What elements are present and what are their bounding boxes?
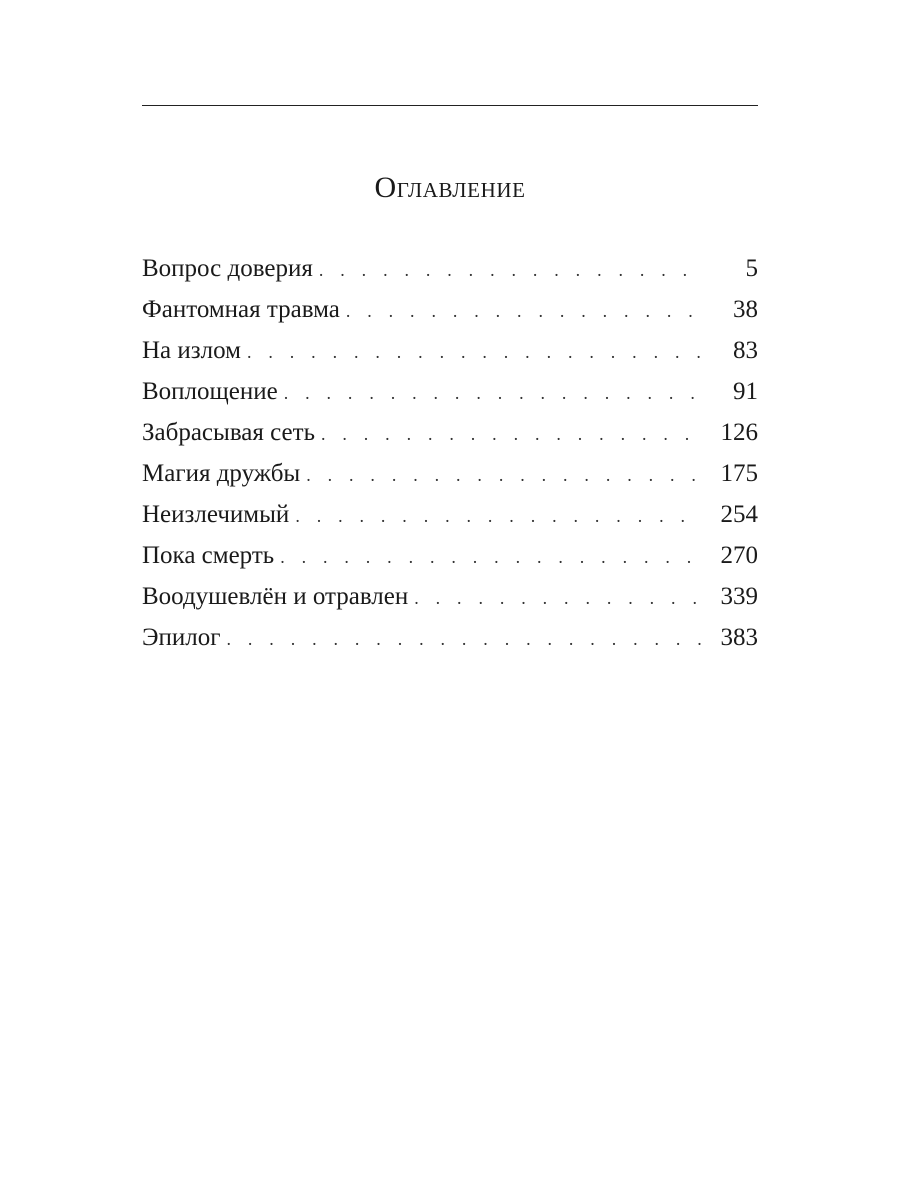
toc-page-number: 83 xyxy=(733,337,758,364)
dot-leader xyxy=(414,578,702,619)
toc-entry-title: Пока смерть xyxy=(142,542,275,569)
toc-entry xyxy=(142,453,758,494)
toc-entry xyxy=(142,576,758,617)
toc-entry xyxy=(142,371,758,412)
dot-leader xyxy=(280,537,702,578)
toc-entry-title: Воплощение xyxy=(142,378,278,405)
toc-page-number: 383 xyxy=(720,624,758,651)
toc-page-number: 270 xyxy=(720,542,758,569)
dot-leader xyxy=(306,455,702,496)
dot-leader xyxy=(295,496,702,537)
dot-leader xyxy=(321,414,702,455)
toc-entry xyxy=(142,330,758,371)
toc-entry xyxy=(142,535,758,576)
toc-entry-title: На излом xyxy=(142,337,241,364)
dot-leader xyxy=(247,332,702,373)
toc-entry xyxy=(142,412,758,453)
toc-page-number: 5 xyxy=(745,255,758,282)
toc-entry-title: Вопрос доверия xyxy=(142,255,313,282)
toc-entry xyxy=(142,248,758,289)
toc-page-number: 91 xyxy=(733,378,758,405)
toc-entry-title: Воодушевлён и отравлен xyxy=(142,583,409,610)
toc-page-number: 126 xyxy=(720,419,758,446)
top-rule-divider xyxy=(142,105,758,106)
toc-entry xyxy=(142,494,758,535)
toc-entry-title: Фантомная травма xyxy=(142,296,340,323)
toc-entry-title: Забрасывая сеть xyxy=(142,419,315,446)
dot-leader xyxy=(346,291,702,332)
toc-page-number: 38 xyxy=(733,296,758,323)
dot-leader xyxy=(284,373,702,414)
toc-entry-title: Неизлечимый xyxy=(142,501,290,528)
dot-leader xyxy=(319,250,702,291)
toc-list xyxy=(142,248,758,658)
toc-entry xyxy=(142,617,758,658)
toc-entry-title: Магия дружбы xyxy=(142,460,301,487)
toc-entry-title: Эпилог xyxy=(142,624,221,651)
toc-heading: Оглавление xyxy=(374,171,526,204)
toc-page-number: 254 xyxy=(720,501,758,528)
toc-page-number: 339 xyxy=(720,583,758,610)
toc-entry xyxy=(142,289,758,330)
dot-leader xyxy=(227,619,703,660)
toc-page-number: 175 xyxy=(720,460,758,487)
